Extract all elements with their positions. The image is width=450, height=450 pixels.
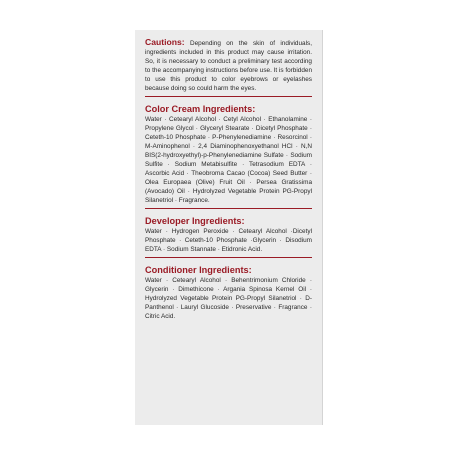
cautions-text: Depending on the skin of individuals, ingredients included in this product may cause irritation. So, it is necessary to conduct a preliminary test according to the accompanying instructions before use. It is forbidden to use this product to color eyebrows or eyelashes because doing so could harm the eyes. — [145, 40, 312, 92]
ingredients-label-card — [135, 30, 323, 425]
conditioner-text: Water · Cetearyl Alcohol · Behentrimonium Chloride · Glycerin · Dimethicone · Argania Spinosa Kernel Oil · Hydrolyzed Vegetable Protein PG-Propyl Silanetriol · D-Panthenol · Lauryl Glucoside · Preservative · Fragrance · Citric Acid. — [145, 277, 312, 320]
color-cream-heading: Color Cream Ingredients: — [145, 104, 256, 114]
conditioner-section — [145, 264, 312, 321]
section-divider — [145, 96, 312, 97]
color-cream-text: Water · Cetearyl Alcohol · Cetyl Alcohol · Ethanolamine · Propylene Glycol · Glyceryl Stearate · Dicetyl Phosphate · Ceteth-10 Phosphate · P-Phenylenediamine · Resorcinol · M-Aminophenol · 2,4 Diaminophenoxyethanol HCl · N,N BIS(2-hydroxyethyl)-p-Phenylenediamine Sulfate · Sodium Sulfite · Sodium Metabisulfite · Tetrasodium EDTA · Ascorbic Acid · Theobroma Cacao (Cocoa) Seed Butter · Olea Europaea (Olive) Fruit Oil · Persea Gratissima (Avocado) Oil · Hydrolyzed Vegetable Protein PG-Propyl Silanetriol · Fragrance. — [145, 116, 312, 204]
cautions-paragraph — [145, 38, 312, 93]
conditioner-heading: Conditioner Ingredients: — [145, 265, 252, 275]
color-cream-section — [145, 103, 312, 205]
developer-heading: Developer Ingredients: — [145, 216, 245, 226]
section-divider — [145, 208, 312, 209]
section-divider — [145, 257, 312, 258]
developer-section — [145, 215, 312, 254]
cautions-heading: Cautions: — [145, 37, 185, 47]
developer-text: Water · Hydrogen Peroxide · Cetearyl Alcohol ·Dicetyl Phosphate · Ceteth-10 Phosphate ·Glycerin · Disodium EDTA · Sodium Stannate · Etidronic Acid. — [145, 228, 312, 253]
